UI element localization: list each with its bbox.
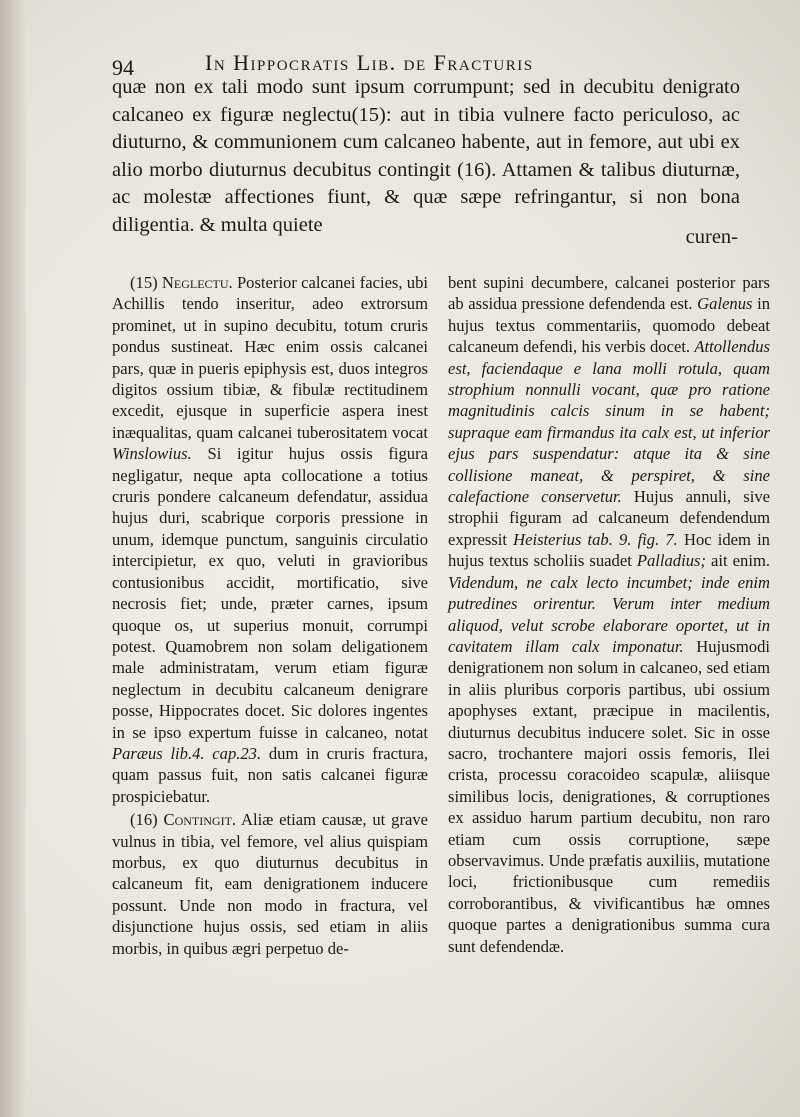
- right-text-3: Hujus annuli, sive strophii figuram ad calcaneum defendendum expressit: [448, 487, 770, 549]
- citation-heister: Heisterius tab. 9. fig. 7.: [513, 529, 678, 549]
- note-16-label: Contingit.: [163, 810, 237, 830]
- note-16-continuation: [448, 272, 770, 957]
- page-edge-shadow: [0, 0, 26, 1117]
- page-number: 94: [112, 55, 134, 80]
- note-16: [112, 809, 428, 959]
- author-palladius: Palladius;: [636, 551, 706, 571]
- right-text-1: bent supini decumbere, calcanei posterior pars ab assidua pressione defendenda est.: [448, 273, 770, 314]
- right-text-2: in hujus textus commentariis, quomodo debeat calcaneum defendi, his verbis docet.: [448, 294, 770, 357]
- notes-column-right: [448, 272, 770, 957]
- note-15-text-3: dum in cruris fractura, quam passus fuit, non satis calcanei figuræ prospiciebatur.: [112, 743, 428, 806]
- right-text-4: Hoc idem in hujus textus scholiis suadet: [448, 529, 770, 571]
- right-text-6: Hujusmodi denigrationem non solum in calcaneo, sed etiam in aliis pluribus corporis partibus, ubi ossium apophyses extant, præcipue in macilentis, diuturnus decubitus inducere solet. Sic in osse sacro, trochantere majori ossis femoris, Ilei crista, processu coracoideo scapulæ, aliisque similibus locis, denigrationes, & corruptiones ex assiduo harum partium decubitu, non raro etiam cum ossis corruptione, sæpe observavimus. Unde præfatis auxiliis, mutatione loci, frictionibusque cum remediis corroborantibus, & vivificantibus hæ omnes quoque partes a denigrationibus summa cura sunt defendendæ.: [448, 636, 770, 956]
- note-15-number: (15): [130, 273, 158, 292]
- note-16-number: (16): [130, 810, 158, 830]
- main-text: quæ non ex tali modo sunt ipsum corrumpunt; sed in decubitu denigrato calcaneo ex figuræ neglectu(15): aut in tibia vulnere facto periculoso, ac diuturno, & communionem cum calcaneo habente, aut in femore, aut ubi ex alio morbo diuturnus decubitus contingit (16). Attamen & talibus diuturnæ, ac molestæ affectiones fiunt, & quæ sæpe refringantur, si non bona diligentia. & multa quiete: [112, 76, 740, 236]
- galenus-quotation: Attollendus est, faciendaque e lana molli rotula, quam strophium nonnulli vocant, quæ pro ratione magnitudinis calcis sinum in se habent; supraque eam firmandus ita calx est, ut inferior ejus pars suspendatur: atque ita & sine collisione maneat, & perspiret, & sine calefactione conservetur.: [448, 337, 770, 507]
- notes-column-left: [112, 272, 428, 959]
- note-15: [112, 272, 428, 807]
- note-15-label: Neglectu.: [161, 273, 233, 292]
- note-15-author-winslow: Winslowius.: [112, 444, 192, 464]
- right-text-5: ait enim.: [711, 551, 770, 571]
- note-15-text-1: Posterior calcanei facies, ubi Achillis tendo inseritur, adeo extrorsum prominet, ut in supino decubitu, totum cruris pondus sustineat. Hæc enim ossis calcanei pars, quæ in pueris epiphysis est, duos integros digitos ossium tibiæ, & fibulæ rectitudinem excedit, ejusque in superficie aspera inest inæqualitas, quam calcanei tuberositatem vocat: [112, 273, 428, 442]
- author-galenus: Galenus: [697, 294, 753, 314]
- catchword: curen-: [685, 226, 738, 248]
- main-text-block: [112, 74, 740, 240]
- note-15-citation-paraeus: Paræus lib.4. cap.23.: [112, 743, 262, 763]
- note-15-text-2: Si igitur hujus ossis figura negligatur, neque apta collocatione a totius cruris pondere calcaneum defendatur, assidua hujus duri, scabrique corporis pressione in unum, idemque punctum, sanguinis circulatio intercipietur, ex quo, veluti in gravioribus contusionibus accidit, mortificatio, sive necrosis fiet; unde, præter carnes, ipsum quoque os, ut superius monuit, corrumpi potest. Quamobrem non solam deligationem male administratam, verum etiam figuræ neglectum in decubitu calcaneum denigrare posse, Hippocrates docet. Sic dolores ingentes in se ipso expertum fuisse in calcaneo, notat: [112, 444, 428, 742]
- running-head: In Hippocratis Lib. de Fracturis: [205, 50, 534, 75]
- palladius-quotation: Videndum, ne calx lecto incumbet; inde enim putredines orirentur. Verum inter medium aliquod, velut scrobe elaborare oportet, ut in cavitatem illam calx imponatur.: [448, 572, 770, 656]
- note-16-text: Aliæ etiam causæ, ut grave vulnus in tibia, vel femore, vel alius quispiam morbus, ex quo diuturnus decubitus in calcaneum fit, eam denigrationem inducere possunt. Unde non modo in fractura, vel disjunctione hujus ossis, sed etiam in aliis morbis, in quibus ægri perpetuo de-: [112, 810, 428, 958]
